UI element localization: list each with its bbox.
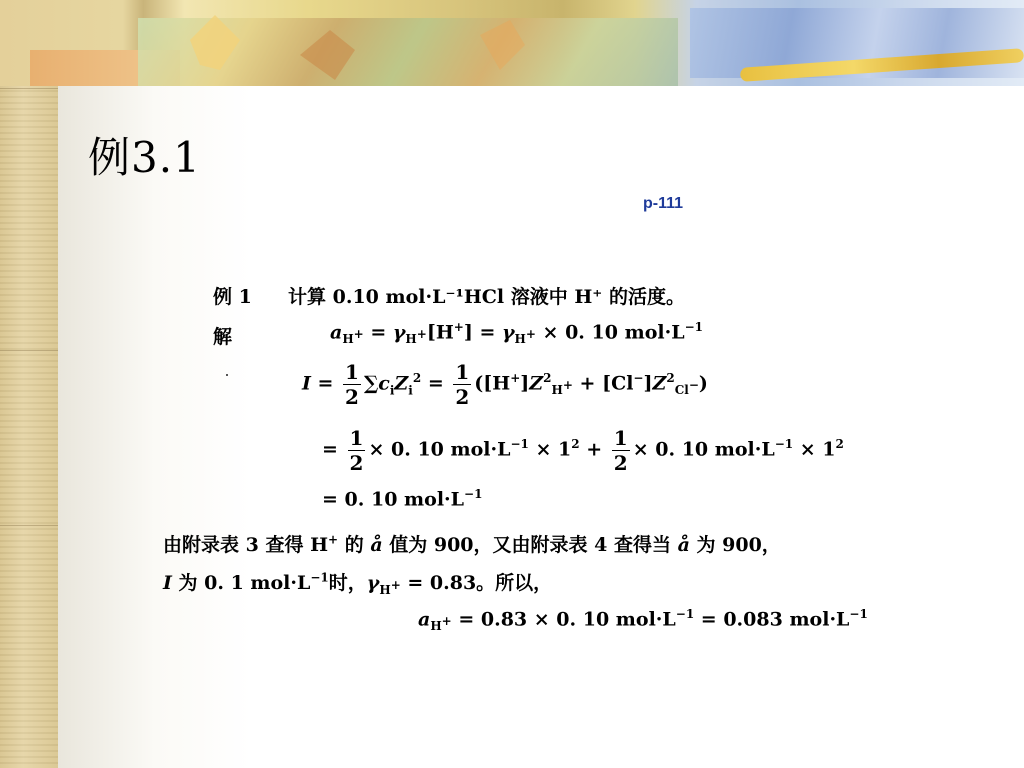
equation-ionic-strength: I = $\frac{1}{2}$ $\sum c_iZ_i^2$ = $\frac{1}{2}$ $([H^+]Z^2_{H^+} + [Cl^-]Z^2_{Cl^-})$ bbox=[302, 360, 708, 409]
slide-canvas bbox=[58, 86, 1024, 768]
leaf-icon bbox=[0, 0, 1024, 86]
page-title: 例3.1 bbox=[88, 133, 201, 182]
decorative-banner bbox=[0, 0, 1024, 86]
page-reference: p-111 bbox=[643, 195, 684, 212]
equation-ionic-strength-values: = $\frac{1}{2}$ × 0. 10 $mol\cdot L^{-1} \times 1^2$ + $\frac{1}{2}$ × 0. 10 $mol\cdot L^{-1} \times 1^2$ bbox=[322, 426, 844, 475]
stray-dot bbox=[226, 374, 228, 376]
problem-statement: 计算 0.10 mol·L⁻¹HCl 溶液中 H⁺ 的活度。 bbox=[288, 286, 685, 308]
solution-label: 解 bbox=[213, 326, 233, 348]
final-result: $a_{H^+} = 0.83 \times 0$. 10 $mol\cdot L^{-1} = 0.083$ $mol\cdot L^{-1}$ bbox=[418, 607, 868, 634]
equation-ionic-strength-result: = 0. 10 $mol\cdot L^{-1}$ bbox=[322, 487, 483, 511]
example-label: 例 1 bbox=[213, 286, 252, 308]
explanation-line-1: 由附录表 3 查得 H+ 的 å 值为 900，又由附录表 4 查得当 å 为 900， bbox=[163, 532, 781, 556]
equation-activity: $a_{H^+} = \gamma_{H^+}[H^+] = \gamma_{H^+} \times 0$. 10 $mol\cdot L^{-1}$ bbox=[330, 320, 703, 347]
explanation-line-2: I 为 0. 1 $mol\cdot L^{-1}$时，$\gamma_{H^+} = 0.83$。所以， bbox=[163, 570, 553, 597]
parchment-strip bbox=[0, 0, 58, 768]
